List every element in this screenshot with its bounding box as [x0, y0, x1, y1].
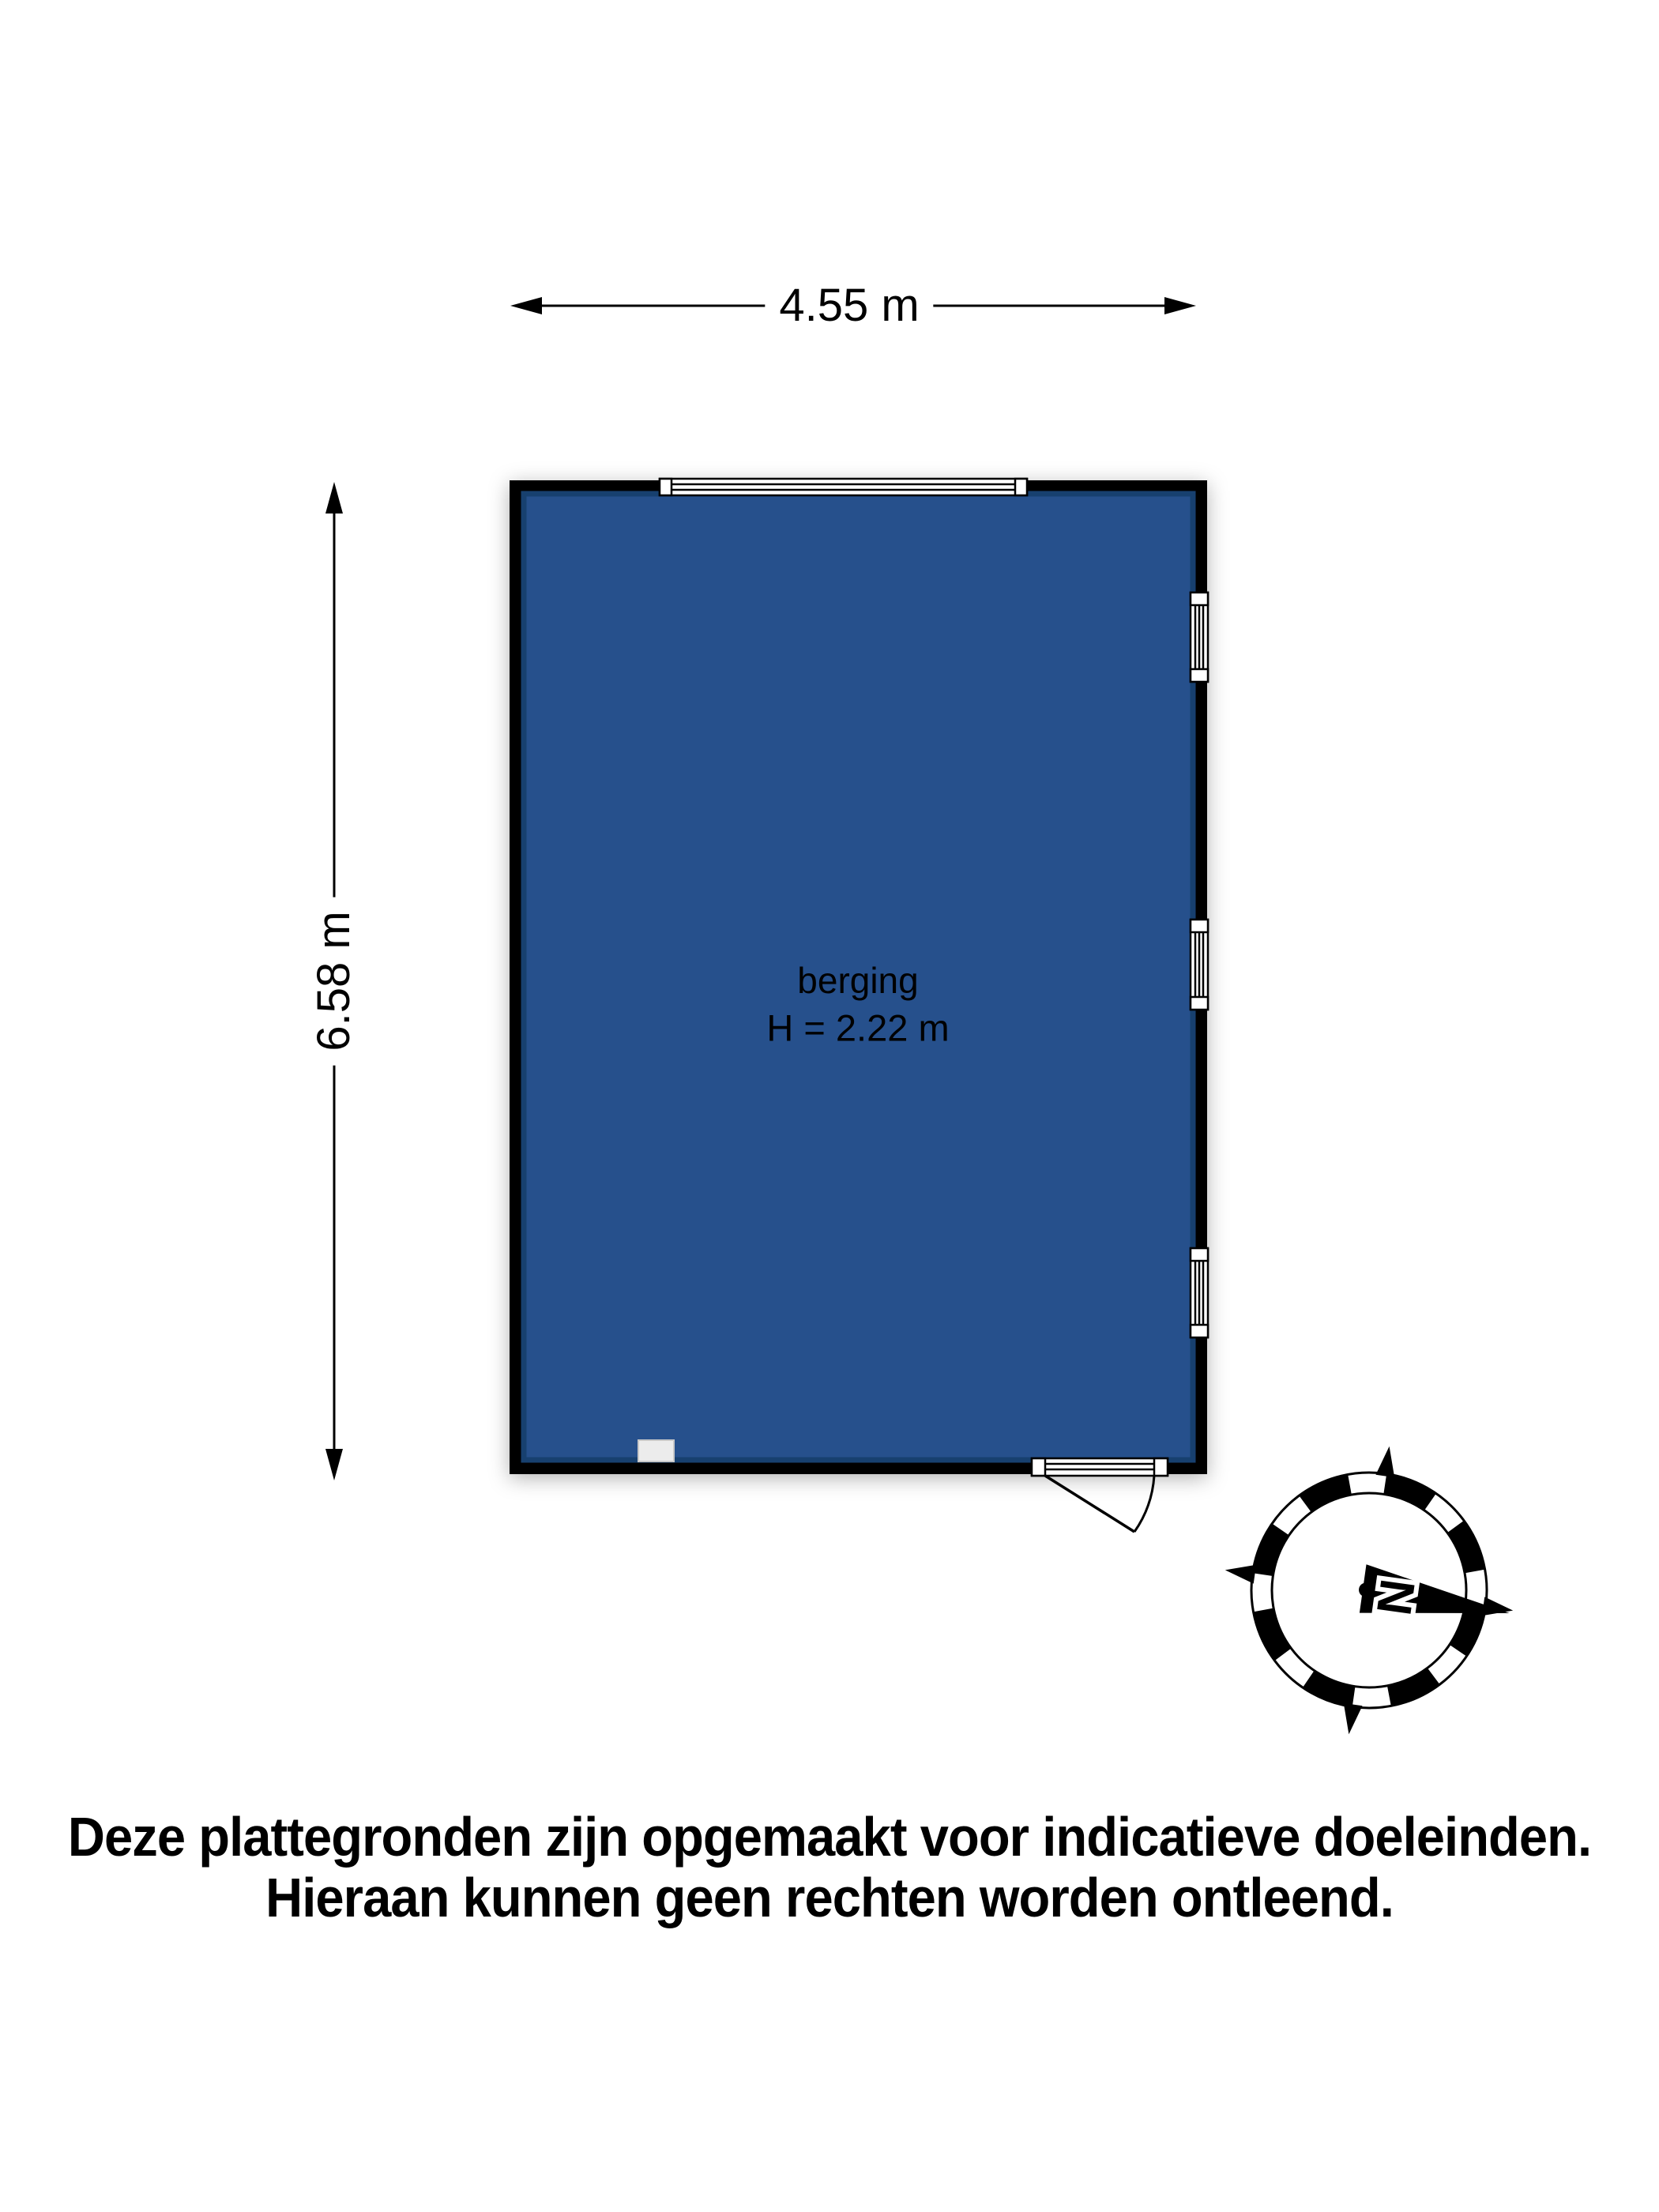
- window-right-1: [1191, 592, 1208, 682]
- window-right-3: [1191, 1248, 1208, 1337]
- door-jamb-left: [1032, 1458, 1045, 1476]
- arrowhead-down-icon: [325, 1449, 343, 1480]
- disclaimer-line-1: Deze plattegronden zijn opgemaakt voor indicatieve doeleinden.: [67, 1806, 1592, 1868]
- window-right-2: [1191, 920, 1208, 1010]
- dimension-width-label: 4.55 m: [765, 278, 933, 333]
- room-height-label: H = 2.22 m: [766, 1006, 950, 1049]
- room-name-label: berging: [797, 960, 919, 1001]
- fixture: [638, 1440, 674, 1462]
- door-jamb-right: [1154, 1458, 1168, 1476]
- compass-point-top-icon: [1375, 1445, 1398, 1477]
- door-leaf: [1045, 1476, 1134, 1532]
- arrowhead-right-icon: [1164, 297, 1196, 314]
- window-top: [660, 479, 1027, 495]
- arrowhead-up-icon: [325, 482, 343, 514]
- door: [1032, 1458, 1168, 1532]
- arrowhead-left-icon: [510, 297, 542, 314]
- disclaimer-line-2: Hieraan kunnen geen rechten worden ontleend.: [265, 1867, 1394, 1928]
- compass-point-left-icon: [1224, 1561, 1256, 1584]
- compass-point-bottom-icon: [1340, 1703, 1363, 1736]
- compass-rose: [1205, 1426, 1533, 1755]
- door-swing-arc: [1134, 1476, 1154, 1532]
- dimension-height-label: 6.58 m: [307, 897, 362, 1065]
- compass-north-label: N: [1365, 1575, 1425, 1619]
- building: [510, 479, 1208, 1532]
